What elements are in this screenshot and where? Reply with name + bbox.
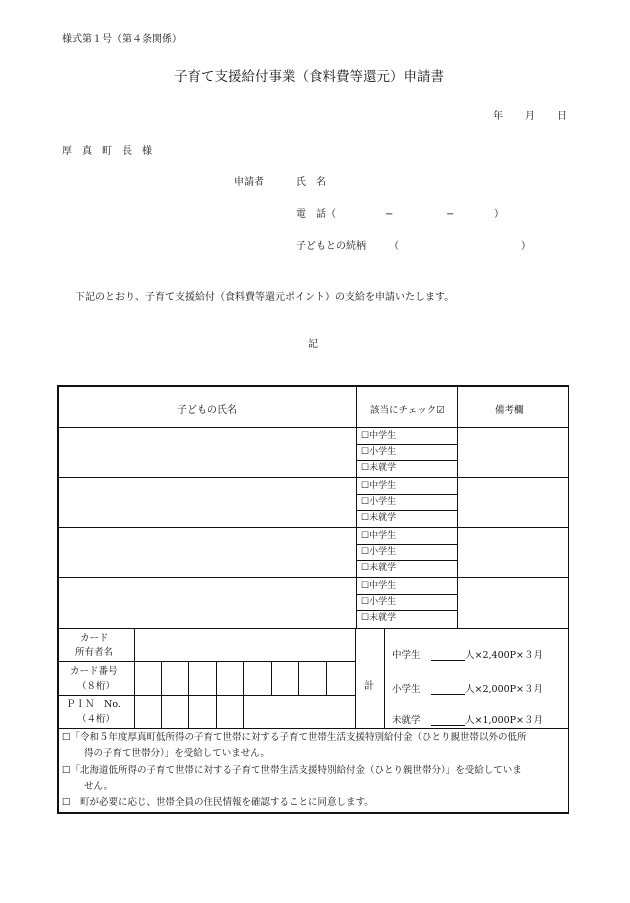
- name-label: 氏 名: [296, 177, 326, 188]
- phone-dash-2: −: [446, 209, 455, 220]
- declaration-3[interactable]: ☐ 町が必要に応じ、世帯全員の住民情報を確認することに同意します。: [62, 797, 374, 808]
- relation-label: 子どもとの続柄: [296, 241, 366, 252]
- child-name-header: 子どもの氏名: [177, 405, 237, 416]
- checkbox-elementary-2[interactable]: ☐小学生: [361, 497, 397, 507]
- check-header: 該当にチェック☑: [370, 405, 445, 416]
- checkbox-junior-high-2[interactable]: ☐中学生: [361, 481, 397, 491]
- date-month-label: 月: [525, 111, 535, 122]
- form-number: 様式第１号（第４条関係）: [62, 34, 182, 45]
- checkbox-preschool-4[interactable]: ☐未就学: [361, 613, 397, 623]
- total-junior-high-grade: 中学生: [392, 650, 421, 661]
- application-statement: 下記のとおり、子育て支援給付（食料費等還元ポイント）の支給を申請いたします。: [75, 292, 455, 303]
- remarks-header: 備考欄: [495, 405, 524, 416]
- total-elementary-calc: 人×2,000P×３月: [465, 684, 544, 695]
- phone-label: 電 話（: [296, 209, 336, 220]
- checkbox-preschool-3[interactable]: ☐未就学: [361, 563, 397, 573]
- phone-dash-1: −: [385, 209, 394, 220]
- ki-label: 記: [308, 339, 318, 350]
- phone-paren-close: ）: [494, 209, 504, 220]
- applicant-label: 申請者: [234, 177, 264, 188]
- total-preschool-grade: 未就学: [392, 715, 421, 726]
- card-number-label-2: （８桁）: [77, 681, 116, 692]
- checkbox-junior-high-1[interactable]: ☐中学生: [361, 431, 397, 441]
- checkbox-elementary-3[interactable]: ☐小学生: [361, 547, 397, 557]
- total-elementary-grade: 小学生: [392, 684, 421, 695]
- date-year-label: 年: [493, 111, 503, 122]
- card-holder-label-1: カード: [80, 633, 109, 644]
- card-number-label-1: カード番号: [70, 666, 118, 677]
- declaration-1-line-2: 得の子育て世帯分）」を受給していません。: [84, 748, 270, 759]
- card-holder-label-2: 所有者名: [75, 647, 114, 658]
- total-label: 計: [364, 681, 374, 692]
- addressee: 厚 真 町 長 様: [62, 146, 152, 157]
- checkbox-preschool-1[interactable]: ☐未就学: [361, 463, 397, 473]
- declaration-2-line-2: せん。: [84, 781, 114, 792]
- checkbox-preschool-2[interactable]: ☐未就学: [361, 513, 397, 523]
- checkbox-junior-high-4[interactable]: ☐中学生: [361, 581, 397, 591]
- checkbox-elementary-1[interactable]: ☐小学生: [361, 447, 397, 457]
- relation-paren-close: ）: [521, 241, 531, 252]
- total-junior-high-calc: 人×2,400P×３月: [465, 650, 544, 661]
- declaration-1-line-1[interactable]: ☐「令和５年度厚真町低所得の子育て世帯に対する子育て世帯生活支援特別給付金（ひとり親世帯以外の低所: [62, 732, 527, 743]
- pin-label-2: （４桁）: [77, 714, 116, 725]
- checkbox-elementary-4[interactable]: ☐小学生: [361, 597, 397, 607]
- relation-paren-open: （: [389, 241, 399, 252]
- date-day-label: 日: [557, 111, 567, 122]
- page-title: 子育て支援給付事業（食料費等還元）申請書: [174, 69, 444, 85]
- total-preschool-calc: 人×1,000P×３月: [465, 715, 544, 726]
- checkbox-junior-high-3[interactable]: ☐中学生: [361, 531, 397, 541]
- declaration-2-line-1[interactable]: ☐「北海道低所得の子育て世帯に対する子育て世帯生活支援特別給付金（ひとり親世帯分）」を受給していま: [62, 765, 522, 776]
- pin-label-1: ＰＩＮ No.: [66, 699, 121, 710]
